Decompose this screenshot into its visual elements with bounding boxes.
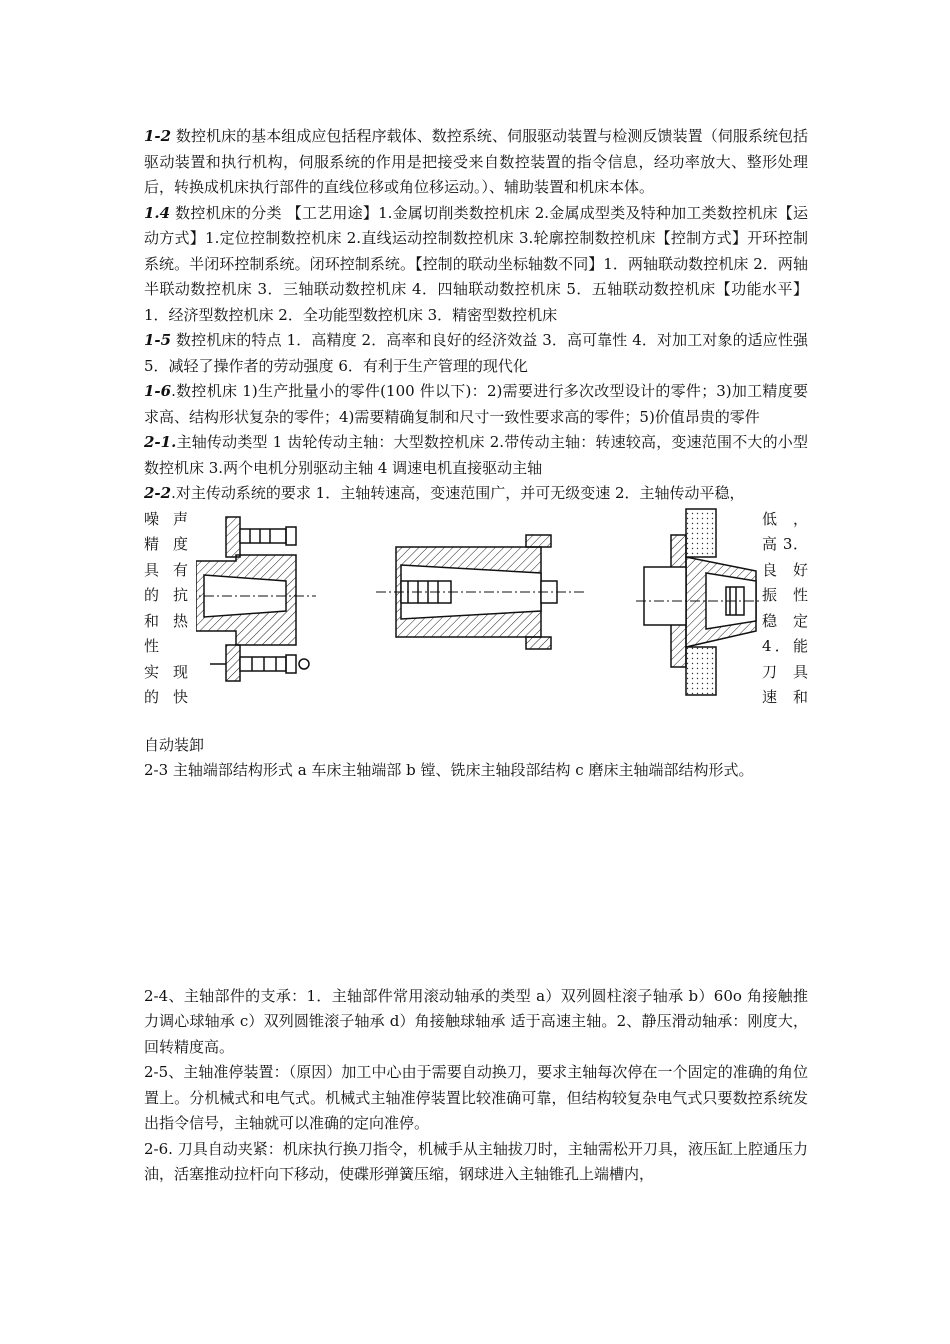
wrap-line: 具有 xyxy=(144,560,188,579)
paragraph-text: 数控机床的特点 1．高精度 2．高率和良好的经济效益 3．高可靠性 4．对加工对象的适应性强 5．减轻了操作者的劳动强度 6．有利于生产管理的现代化 xyxy=(144,331,808,375)
wrap-line: 速和 xyxy=(762,688,808,706)
paragraph-2-5: 2-5、主轴准停装置：（原因）加工中心由于需要自动换刀，要求主轴每次停在一个固定的准确的角位置上。分机械式和电气式。机械式主轴准停装置比较准确可靠，但结构较复杂电气式只要数控系统发出指令信号，主轴就可以准确的定向准停。 xyxy=(144,1063,808,1132)
wrap-line: 振性 xyxy=(762,586,808,604)
wrapped-text-right xyxy=(762,507,808,711)
wrap-line: 4．能 xyxy=(762,637,808,655)
section-tag: 1.4 xyxy=(144,203,171,222)
section-tag: 1-5 xyxy=(144,331,172,349)
document-body xyxy=(144,124,808,1188)
paragraph-2-2-tail: 自动装卸 xyxy=(144,735,205,754)
paragraph-text: .对主传动系统的要求 1．主轴转速高，变速范围广，并可无级变速 2．主轴传动平稳， xyxy=(171,484,745,502)
paragraph-2-2 xyxy=(144,481,808,507)
wrap-line: 精度 xyxy=(144,535,188,553)
section-tag: 1-6 xyxy=(144,382,172,400)
blank-space xyxy=(144,784,808,984)
figure-a-lathe-spindle xyxy=(196,517,316,681)
paragraph-text: .数控机床 1)生产批量小的零件(100 件以下)：2)需要进行多次改型设计的零件；3)加工精度要求高、结构形状复杂的零件；4)需要精确复制和尺寸一致性要求高的零件；5)价值昂贵的零件 xyxy=(144,382,808,426)
wrap-line: 噪声 xyxy=(144,509,188,528)
wrap-line: 实现 xyxy=(144,662,188,681)
figure-row xyxy=(144,507,808,733)
paragraph-1-5 xyxy=(144,328,808,379)
spindle-end-drawings xyxy=(196,507,762,733)
paragraph-1-4 xyxy=(144,201,808,329)
paragraph-2-1 xyxy=(144,430,808,481)
wrapped-text-left xyxy=(144,507,188,711)
wrap-line: 高 3． xyxy=(762,535,808,553)
wrap-line: 的抗 xyxy=(144,586,188,604)
wrap-line: 的快 xyxy=(144,688,188,706)
paragraph-1-2 xyxy=(144,124,808,201)
paragraph-2-6: 2-6. 刀具自动夹紧：机床执行换刀指令，机械手从主轴拔刀时，主轴需松开刀具，液压缸上腔通压力油，活塞推动拉杆向下移动，使碟形弹簧压缩，钢球进入主轴锥孔上端槽内， xyxy=(144,1139,808,1183)
wrap-line: 良好 xyxy=(762,560,808,579)
section-tag: 2-2 xyxy=(144,484,172,502)
paragraph-text: 主轴传动类型 1 齿轮传动主轴：大型数控机床 2.带传动主轴：转速较高，变速范围不大的小型数控机床 3.两个电机分别驱动主轴 4 调速电机直接驱动主轴 xyxy=(144,433,808,477)
figure-c-grinding-spindle xyxy=(636,509,762,695)
wrap-line: 性 xyxy=(144,637,160,655)
figure-caption: 2-3 主轴端部结构形式 a 车床主轴端部 b 镗、铣床主轴段部结构 c 磨床主轴端部结构形式。 xyxy=(144,761,754,779)
paragraph-1-6 xyxy=(144,379,808,430)
paragraph-2-4: 2-4、主轴部件的支承：1．主轴部件常用滚动轴承的类型 a）双列圆柱滚子轴承 b）60o 角接触推力调心球轴承 c）双列圆锥滚子轴承 d）角接触球轴承 适于高速主轴。2、静压滑动轴承：刚度大，回转精度高。 xyxy=(144,986,808,1056)
wrap-line: 刀具 xyxy=(762,662,808,681)
wrap-line: 低， xyxy=(762,509,808,528)
paragraph-text: 数控机床的分类 【工艺用途】1.金属切削类数控机床 2.金属成型类及特种加工类数控机床【运动方式】1.定位控制数控机床 2.直线运动控制数控机床 3.轮廓控制数控机床【控制方式】开环控制系统。半闭环控制系统。闭环控制系统。【控制的联动坐标轴数不同】1．两轴联动数控机床 2．两轴半联动数控机床 3．三轴联动数控机床 4．四轴联动数控机床 5．五轴联动数控机床【功能水平】1．经济型数控机床 2．全功能型数控机床 3．精密型数控机床 xyxy=(144,203,808,324)
section-tag: 2-1. xyxy=(144,433,177,451)
figure-b-milling-spindle xyxy=(376,535,586,649)
wrap-line: 稳定 xyxy=(762,611,808,630)
wrap-line: 和热 xyxy=(144,611,188,630)
section-tag: 1-2 xyxy=(144,127,172,145)
paragraph-text: 数控机床的基本组成应包括程序载体、数控系统、伺服驱动装置与检测反馈装置（伺服系统包括驱动装置和执行机构，伺服系统的作用是把接受来自数控装置的指令信息，经功率放大、整形处理后，转换成机床执行部件的直线位移或角位移运动。）、辅助装置和机床本体。 xyxy=(144,127,808,196)
